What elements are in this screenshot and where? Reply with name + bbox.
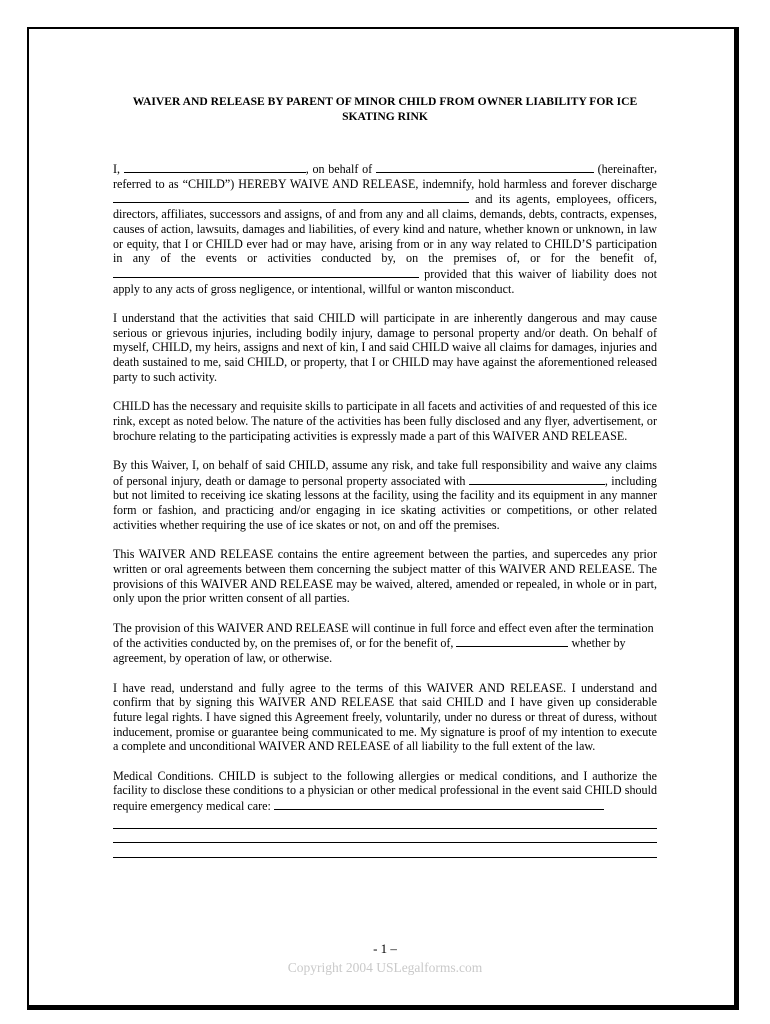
text-segment: including but not limited to receiving ice skating lessons at the facility, using the facility and its equipment in any manner form or fashion, and practicing and/or engaging in ice skating activities or competitions, or other related activities whether requiring the use of ice skates or not, on and off the premises.	[113, 473, 657, 532]
benefit-party-blank[interactable]	[113, 266, 419, 278]
copyright-notice: Copyright 2004 USLegalforms.com	[287, 960, 483, 975]
text-segment: whether by agreement, by operation of law, or otherwise.	[113, 636, 626, 666]
medical-conditions-blank[interactable]	[274, 798, 604, 810]
text-segment: ,	[653, 161, 657, 175]
text-segment: provided that this waiver of liability does not apply to any acts of gross negligence, or intentional, willful or wanton misconduct.	[113, 266, 658, 296]
document-title: WAIVER AND RELEASE BY PARENT OF MINOR CHILD FROM OWNER LIABILITY FOR ICE SKATING RINK	[132, 95, 638, 123]
text-segment: By this Waiver, I, on behalf of said CHILD, assume any risk, and take full responsibility and waive any claims of personal injury, death or damage to personal property associated with	[113, 458, 657, 488]
text-segment: Medical Conditions. CHILD is subject to the following allergies or medical conditions, and I authorize the facility to disclose these conditions to a physician or other medical professional in the event said CHILD should require emergency medical care:	[113, 768, 657, 814]
page-number: - 1 –	[373, 941, 397, 956]
released-party-blank[interactable]	[113, 191, 469, 203]
text-segment: ,	[604, 473, 608, 488]
child-name-blank[interactable]	[376, 161, 594, 173]
medical-conditions-line[interactable]	[113, 814, 657, 829]
termination-party-blank[interactable]	[456, 635, 568, 647]
medical-conditions-line[interactable]	[113, 829, 657, 844]
associated-party-blank[interactable]	[469, 473, 605, 485]
text-segment: The provision of this WAIVER AND RELEASE will continue in full force and effect even after the termination of the activities conducted by, on the premises of, or for the benefit of,	[113, 620, 654, 651]
paragraph-acknowledgement: I have read, understand and fully agree to the terms of this WAIVER AND RELEASE. I understand and confirm that by signing this WAIVER AND RELEASE that said CHILD and I have given up considerable future legal rights. I have signed this Agreement freely, voluntarily, under no duress or threat of duress, without inducement, promise or guarantee being communicated to me. My signature is proof of my intention to execute a complete and unconditional WAIVER AND RELEASE of all liability to the full extent of the law.	[113, 680, 657, 754]
paragraph-assume-risk	[113, 458, 657, 533]
text-segment: and its agents, employees, officers, directors, affiliates, successors and assigns, of and from any and all claims, demands, debts, contracts, expenses, causes of action, lawsuits, damages and liabilities, of every kind and nature, whether known or unknown, in law or equity, that I or CHILD ever had or may have, arising from or in any way related to CHILD’S participation in any of the events or activities conducted by, on the premises of, or for the benefit of,	[113, 192, 657, 266]
paragraph-entire-agreement: This WAIVER AND RELEASE contains the entire agreement between the parties, and supercedes any prior written or oral agreements between them concerning the subject matter of this WAIVER AND RELEASE. The provisions of this WAIVER AND RELEASE may be waived, altered, amended or repealed, in whole or in part, only upon the prior written consent of all parties.	[113, 547, 657, 606]
text-segment: I,	[113, 162, 121, 176]
paragraph-medical	[113, 769, 657, 814]
paragraph-skills: CHILD has the necessary and requisite skills to participate in all facets and activities of and requested of this ice rink, except as noted below. The nature of the activities has been fully disclosed and any flyer, advertisement, or brochure relating to the participating activities is expressly made a part of this WAIVER AND RELEASE.	[113, 399, 657, 443]
medical-conditions-line[interactable]	[113, 843, 657, 858]
document-body	[113, 95, 657, 858]
text-segment: (hereinafter referred to as “CHILD”) HEREBY WAIVE AND RELEASE, indemnify, hold harmless and forever discharge	[113, 162, 657, 191]
text-segment: , on behalf of	[305, 162, 373, 176]
paragraph-continuation	[113, 621, 657, 666]
paragraph-dangers: I understand that the activities that said CHILD will participate in are inherently dangerous and may cause serious or grievous injuries, including bodily injury, damage to personal property and/or death. On behalf of myself, CHILD, my heirs, assigns and next of kin, I and said CHILD waive all claims for damages, injuries and death sustained to me, said CHILD, or property, that I or CHILD may have against the aforementioned released party to such activity.	[113, 311, 657, 384]
paragraph-release	[113, 161, 657, 296]
parent-name-blank[interactable]	[124, 161, 306, 173]
